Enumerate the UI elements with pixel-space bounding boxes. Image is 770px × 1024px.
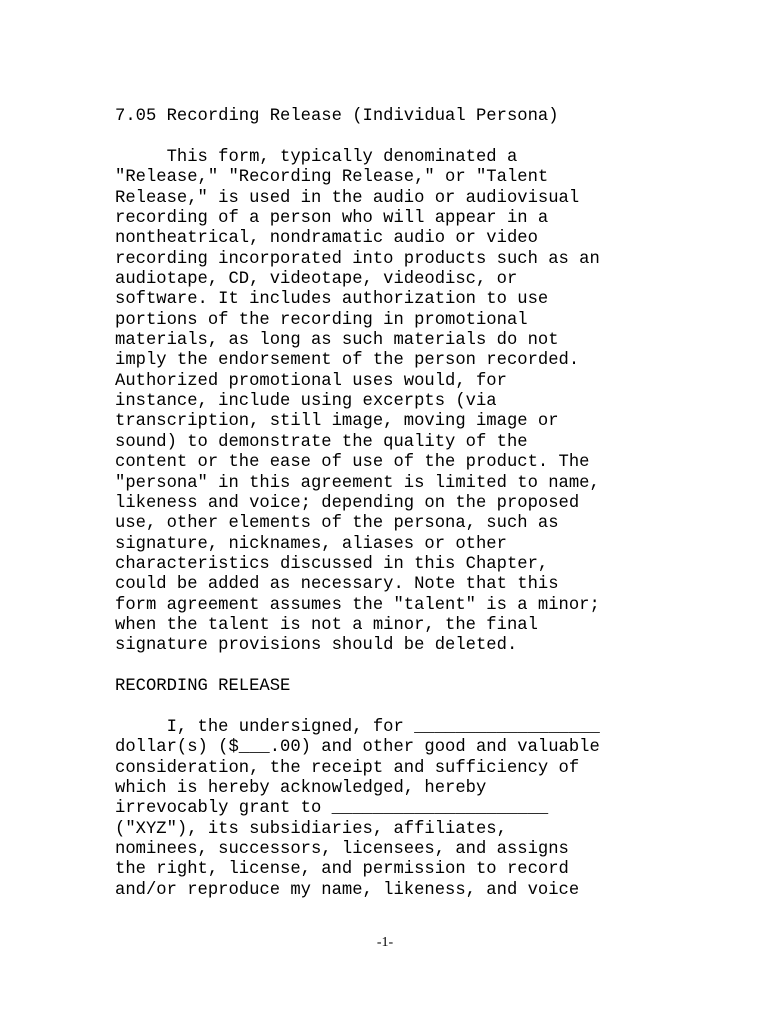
- text-line: Authorized promotional uses would, for: [115, 371, 507, 391]
- text-line: recording of a person who will appear in a: [115, 209, 549, 229]
- text-line: portions of the recording in promotional: [115, 310, 528, 330]
- text-line: signature, nicknames, aliases or other: [115, 534, 507, 554]
- text-line: characteristics discussed in this Chapter,: [115, 554, 549, 574]
- text-line: This form, typically denominated a: [115, 148, 518, 167]
- text-line: irrevocably grant to _____________________: [115, 799, 549, 819]
- text-line: dollar(s) ($___.00) and other good and valuable: [115, 738, 600, 758]
- document-heading: 7.05 Recording Release (Individual Persona): [115, 107, 559, 126]
- text-line: consideration, the receipt and sufficiency of: [115, 758, 580, 778]
- text-line: signature provisions should be deleted.: [115, 636, 518, 656]
- text-line: "persona" in this agreement is limited to name,: [115, 473, 600, 493]
- release-paragraph: [115, 718, 600, 901]
- text-line: content or the ease of use of the product. The: [115, 453, 590, 473]
- text-line: could be added as necessary. Note that this: [115, 575, 559, 595]
- text-line: nontheatrical, nondramatic audio or video: [115, 229, 538, 249]
- text-line: recording incorporated into products such as an: [115, 249, 600, 269]
- text-line: audiotape, CD, videotape, videodisc, or: [115, 270, 518, 290]
- text-line: sound) to demonstrate the quality of the: [115, 432, 528, 452]
- text-line: when the talent is not a minor, the final: [115, 615, 538, 635]
- text-line: which is hereby acknowledged, hereby: [115, 779, 487, 799]
- text-line: materials, as long as such materials do not: [115, 331, 559, 351]
- text-line: "Release," "Recording Release," or "Talent: [115, 168, 549, 188]
- text-line: instance, include using excerpts (via: [115, 392, 497, 412]
- text-line: transcription, still image, moving image or: [115, 412, 559, 432]
- text-line: likeness and voice; depending on the proposed: [115, 493, 580, 513]
- release-title: RECORDING RELEASE: [115, 677, 291, 696]
- text-line: ("XYZ"), its subsidiaries, affiliates,: [115, 819, 507, 839]
- text-line: the right, license, and permission to record: [115, 860, 569, 880]
- text-line: form agreement assumes the "talent" is a minor;: [115, 595, 600, 615]
- page-number: -1-: [376, 935, 394, 950]
- text-line: imply the endorsement of the person recorded.: [115, 351, 580, 371]
- text-line: nominees, successors, licensees, and assigns: [115, 840, 569, 860]
- text-line: Release," is used in the audio or audiovisual: [115, 188, 580, 208]
- text-line: use, other elements of the persona, such as: [115, 514, 559, 534]
- text-line: and/or reproduce my name, likeness, and voice: [115, 880, 580, 900]
- text-line: I, the undersigned, for __________________: [115, 718, 600, 737]
- intro-paragraph: [115, 148, 600, 657]
- text-line: software. It includes authorization to use: [115, 290, 549, 310]
